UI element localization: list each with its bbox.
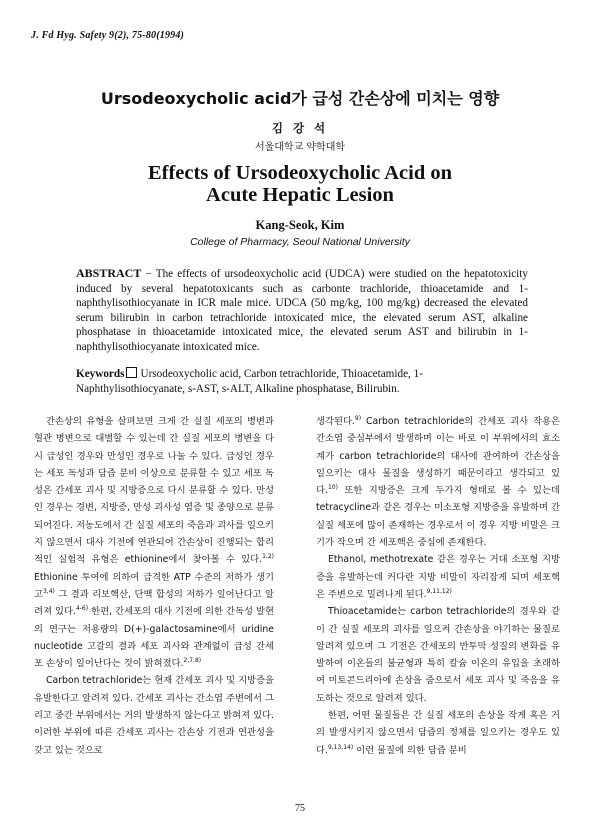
citation-ref: 10)	[327, 484, 338, 492]
text-run: 또한 지방증은 크게 두가지 형태로 볼 수 있는데 tetracycline과 같은 경우는 미소포형 지방증을 유발하며 간 실질 세포에 많이 존재하는 경우로서 이 경우 지방 비말은 크기가 작으며 간 세포핵은 중심에 존재한다.	[316, 485, 560, 549]
paragraph	[316, 551, 560, 603]
citation-ref: 2,7,8)	[183, 657, 202, 665]
keywords-text: Ursodeoxycholic acid, Carbon tetrachloride, Thioacetamide, 1-Naphthylisothiocyanate, s-AST, s-ALT, Alkaline phosphatase, Bilirubin.	[76, 368, 423, 395]
page-number: 75	[295, 803, 305, 814]
text-run: Ethanol, methotrexate 같은 경우는 거대 소포형 지방증을 유발하는데 커다란 지방 비말이 자리잡게 되며 세포핵은 주변으로 밀려나게 된다.	[316, 554, 560, 600]
english-title-line-2: Acute Hepatic Lesion	[206, 184, 394, 206]
korean-affiliation: 서울대학교 약학대학	[254, 142, 346, 153]
text-run: 간손상의 유형을 살펴보면 크게 간 실질 세포의 병변과 혈관 병변으로 대별할 수 있는데 간 실질 세포의 병변을 다시 급성인 경우와 만성인 경우로 나눌 수 있다. 급성인 경우는 세포 독성과 담즙 분비 이상으로 분류할 수 있고 세포 독성은 간세포 괴사 및 지방증으로 다시 분류할 수 있다. 만성인 경우는 경변, 지방증, 만성 괴사성 염증 및 종양으로 분류되어진다. 저농도에서 간 실질 세포의 죽음과 괴사를 일으키지 않으면서 대사 기전에 연관되어 간손상이 진행되는 합리적인 실험적 유형은 ethionine에서 찾아볼 수 있다.	[34, 416, 274, 566]
text-run: 한편, 어떤 물질들은 간 실질 세포의 손상을 작게 혹은 거의 발생시키지 않으면서 담즙의 정체를 일으키는 경우도 있다.	[316, 710, 560, 756]
citation-ref: 9,13,14)	[327, 743, 354, 751]
keywords-label: Keywords	[76, 368, 125, 380]
text-run: Ethionine 투여에 의하여 급격한 ATP 수준의 저하가 생기고	[34, 571, 274, 600]
english-title-line-1: Effects of Ursodeoxycholic Acid on	[147, 162, 453, 184]
paragraph	[316, 707, 560, 759]
english-affiliation: College of Pharmacy, Seoul National University	[190, 236, 410, 248]
citation-ref: 4-6)	[75, 605, 89, 613]
body-column-left	[34, 413, 274, 759]
paragraph	[34, 413, 274, 672]
abstract-label: ABSTRACT	[76, 266, 142, 280]
keywords	[76, 367, 528, 396]
abstract-dash: −	[141, 268, 156, 280]
paragraph	[316, 413, 560, 551]
paragraph: Thioacetamide는 carbon tetrachloride의 경우와 같이 간 실질 세포의 괴사를 일으켜 간손상을 야기하는 물질로 알려져 있으며 그 기전은 간세포의 반투막 성질의 변화를 유발하여 이온들의 불균형과 특히 칼슘 이온의 유입을 초래하여 미토콘드리아에 손상을 줌으로서 세포 괴사 및 죽음을 유도하는 것으로 알려져 있다.	[316, 606, 560, 704]
checkbox-square-icon	[126, 367, 137, 378]
abstract	[76, 266, 528, 355]
citation-ref: 9)	[354, 415, 362, 422]
citation-ref: 9,11,12)	[426, 587, 452, 595]
text-run: 그 결과 리보핵산, 단백 합성의 저하가 일어난다고 알려져 있다.	[34, 588, 274, 618]
citation-ref: 1,2)	[262, 553, 274, 561]
paragraph: Carbon tetrachloride는 현재 간세포 괴사 및 지방증을 유발한다고 알려져 있다. 간세포 괴사는 간소엽 주변에서 그리고 중간 부위에서는 거의 발생하지 않는다고 밝혀져 있다. 이러한 부위에 따른 간세포 괴사는 간손상 기전과 연관성을 갖고 있는 것으로	[34, 675, 274, 756]
text-run: Carbon tetrachloride의 간세포 괴사 작용은 간소엽 중심부에서 발생하며 이는 바로 이 부위에서의 효소계가 carbon tetrachloride의 대사에 관여하여 간손상을 일으키는 대사 물질을 생성하기 때문이라고 생각되고 있다.	[316, 416, 560, 497]
text-run: 한편, 간세포의 대사 기전에 의한 간독성 발현의 연구는 저용량의 D(+)-galactosamine에서 uridine nucleotide 고갈의 결과 세포 괴사와 관계없이 급성 간세포 손상이 일어난다는 것이 밝혀졌다.	[34, 606, 275, 670]
body-column-right	[316, 413, 560, 759]
korean-author: 김 강 석	[271, 121, 329, 135]
journal-citation: J. Fd Hyg. Safety 9(2), 75-80(1994)	[31, 30, 185, 41]
text-run: 생각된다.	[316, 416, 355, 427]
english-title	[0, 162, 600, 206]
citation-ref: 3,4)	[42, 587, 55, 595]
english-author: Kang-Seok, Kim	[255, 218, 345, 232]
abstract-text: The effects of ursodeoxycholic acid (UDCA) were studied on the hepatotoxicity induced by several hepatotoxicants such as carbonte trachloride, thioacetamide and 1-naphthylisothiocyanate in ICR male mice. UDCA (50 mg/kg, 100 mg/kg) decreased the elevated serum bilirubin in carbon tetrachloride intoxicated mice, the elevated serum AST, alkaline phosphatase in thioacetamide intoxicated mice, the elevated serum AST and bilirubin in 1-naphthylisothiocyanate intoxicated mice.	[76, 268, 528, 353]
korean-title: Ursodeoxycholic acid가 급성 간손상에 미치는 영향	[100, 89, 500, 108]
text-run: 이런 물질에 의한 담즙 분비	[353, 744, 467, 756]
